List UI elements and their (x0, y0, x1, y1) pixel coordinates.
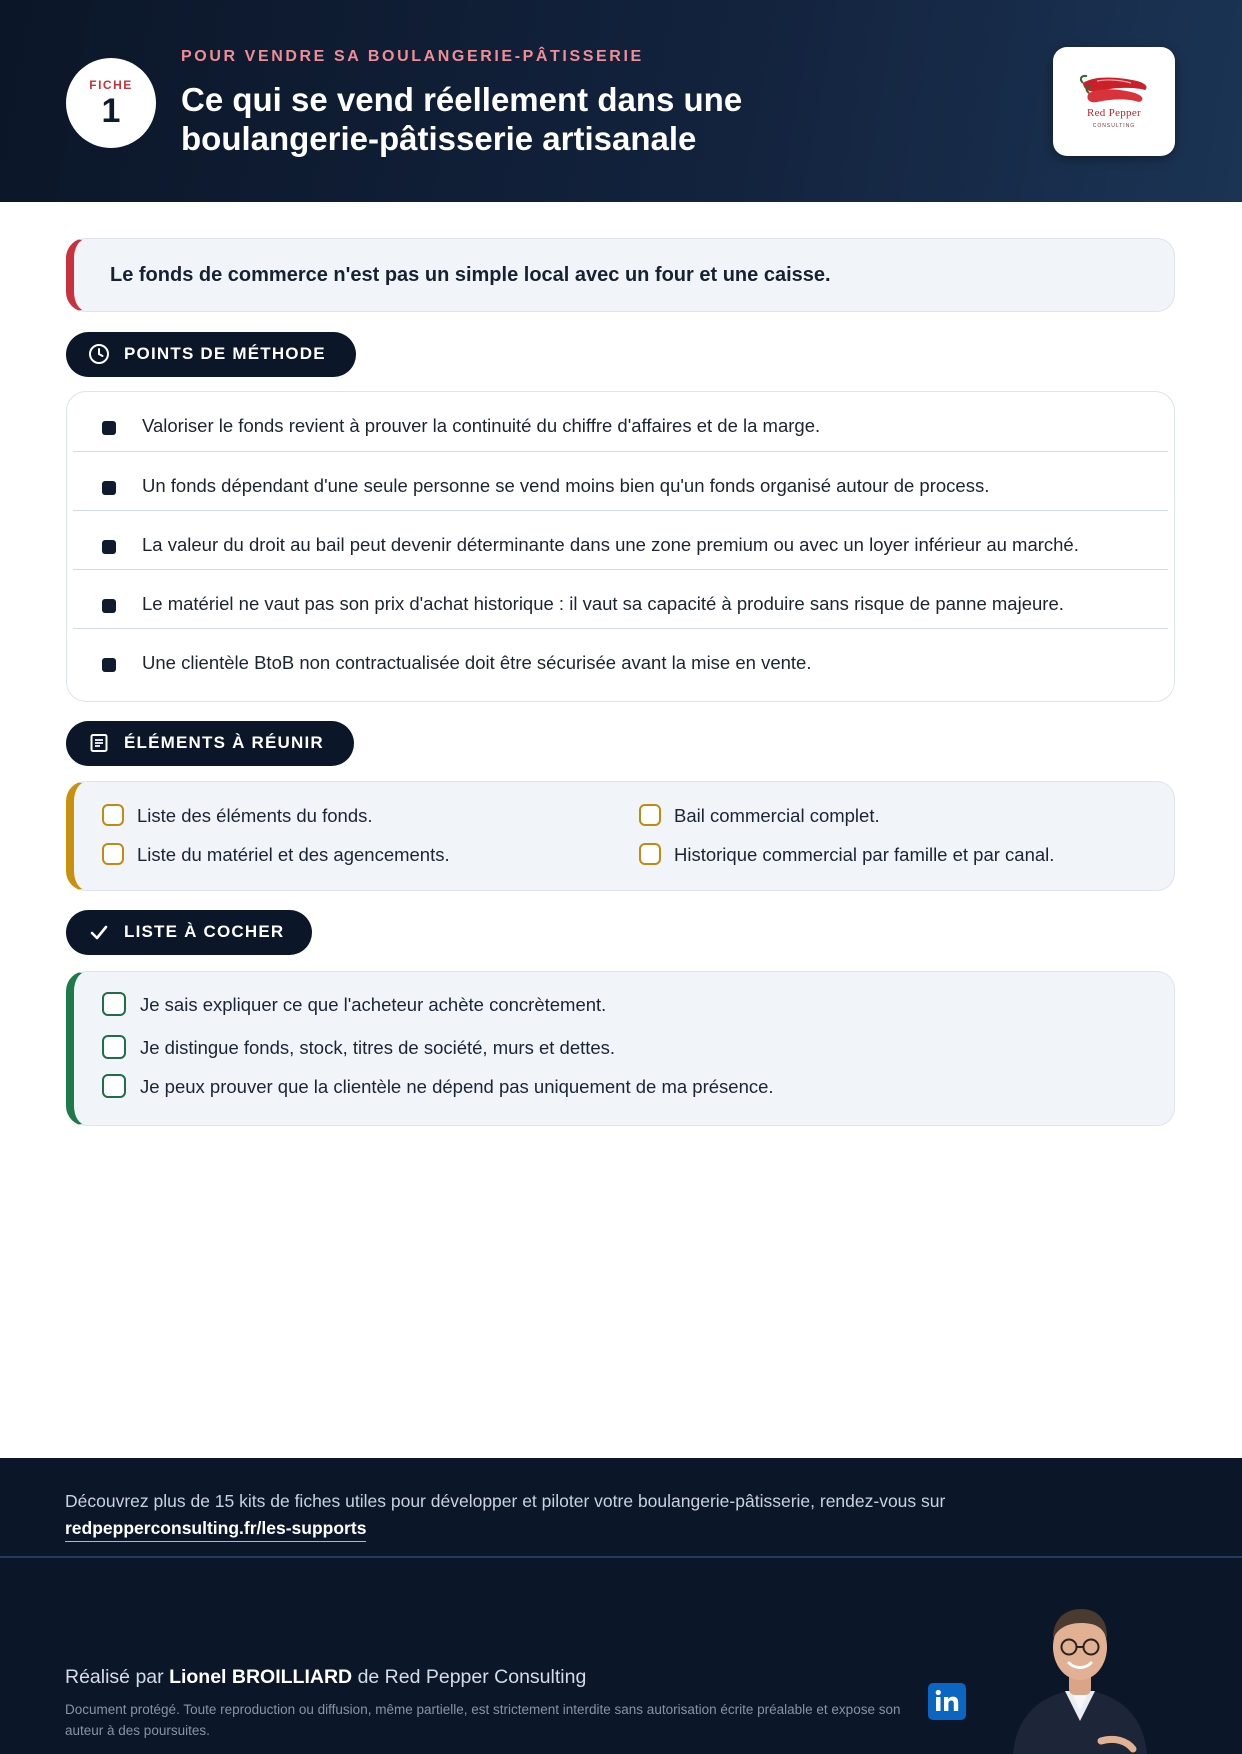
section-title-checklist: LISTE À COCHER (124, 922, 285, 941)
square-bullet-icon (102, 481, 116, 495)
elements-item-text: Historique commercial par famille et par canal. (674, 844, 1055, 865)
elements-item-text: Liste du matériel et des agencements. (137, 844, 450, 865)
method-item-text: Une clientèle BtoB non contractualisée doit être sécurisée avant la mise en vente. (142, 652, 812, 673)
square-bullet-icon (102, 599, 116, 613)
logo-name: Red Pepper (1086, 107, 1141, 119)
method-item-text: Le matériel ne vaut pas son prix d'achat historique : il vaut sa capacité à produire sans risque de panne majeure. (142, 593, 1064, 614)
checklist-list (66, 971, 1175, 1126)
legal-disclaimer: Document protégé. Toute reproduction ou diffusion, même partielle, est strictement interdite sans autorisation écrite préalable et expose son auteur à des poursuites. (65, 1702, 901, 1738)
credit-suffix: de Red Pepper Consulting (357, 1666, 587, 1688)
square-bullet-icon (102, 658, 116, 672)
section-title-elements: ÉLÉMENTS À RÉUNIR (124, 733, 324, 752)
method-item-text: Valoriser le fonds revient à prouver la continuité du chiffre d'affaires et de la marge. (142, 415, 821, 436)
section-pill-checklist (66, 910, 312, 955)
page-title-line-2: boulangerie-pâtisserie artisanale (181, 120, 697, 157)
section-title-method: POINTS DE MÉTHODE (124, 344, 326, 363)
credit-prefix: Réalisé par (65, 1666, 164, 1688)
footer-cta-link[interactable]: redpepperconsulting.fr/les-supports (65, 1518, 366, 1542)
method-item (73, 510, 1168, 569)
method-item (73, 392, 1168, 451)
square-bullet-icon (102, 421, 116, 435)
page-title-line-1: Ce qui se vend réellement dans une (181, 81, 743, 118)
footer-divider (0, 1556, 1242, 1558)
intro-text: Le fonds de commerce n'est pas un simple local avec un four et une caisse. (110, 264, 831, 286)
checklist-item-text: Je sais expliquer ce que l'acheteur achète concrètement. (140, 994, 607, 1015)
checkbox[interactable] (102, 1035, 126, 1059)
method-item (73, 569, 1168, 628)
logo-subtitle: CONSULTING (1092, 123, 1136, 129)
method-item (73, 451, 1168, 510)
checkbox[interactable] (102, 804, 124, 826)
pepper-icon (1075, 71, 1153, 107)
method-item-text: La valeur du droit au bail peut devenir déterminante dans une zone premium ou avec un loyer inférieur au marché. (142, 534, 1079, 555)
checkbox[interactable] (639, 843, 661, 865)
document-icon (88, 732, 110, 754)
page-header (0, 0, 1242, 202)
red-pepper-logo (1053, 47, 1175, 156)
method-item (73, 628, 1168, 687)
method-list (66, 391, 1175, 702)
checklist-item-text: Je distingue fonds, stock, titres de société, murs et dettes. (140, 1037, 616, 1058)
page-title (181, 80, 901, 158)
check-icon (88, 921, 110, 943)
linkedin-icon[interactable] (928, 1683, 966, 1720)
checklist-item-text: Je peux prouver que la clientèle ne dépend pas uniquement de ma présence. (140, 1076, 774, 1097)
section-pill-elements (66, 721, 354, 766)
intro-callout (66, 238, 1175, 312)
elements-item-text: Liste des éléments du fonds. (137, 805, 373, 826)
checkbox[interactable] (102, 992, 126, 1016)
elements-item-text: Bail commercial complet. (674, 805, 880, 826)
author-portrait (1005, 1591, 1155, 1754)
checkbox[interactable] (639, 804, 661, 826)
square-bullet-icon (102, 540, 116, 554)
fiche-label: FICHE (89, 78, 133, 92)
author-credit (65, 1666, 586, 1689)
author-name: Lionel BROILLIARD (169, 1666, 353, 1688)
footer-cta-text: Découvrez plus de 15 kits de fiches utiles pour développer et piloter votre boulangerie-pâtisserie, rendez-vous sur (65, 1491, 946, 1511)
checkbox[interactable] (102, 843, 124, 865)
method-item-text: Un fonds dépendant d'une seule personne se vend moins bien qu'un fonds organisé autour de process. (142, 475, 990, 496)
elements-list (66, 781, 1175, 891)
page-footer (0, 1458, 1242, 1754)
fiche-number: 1 (101, 92, 121, 130)
section-pill-method (66, 332, 356, 377)
fiche-badge (66, 58, 156, 148)
header-kicker: POUR VENDRE SA BOULANGERIE-PÂTISSERIE (181, 48, 644, 65)
clock-icon (88, 343, 110, 365)
checkbox[interactable] (102, 1074, 126, 1098)
